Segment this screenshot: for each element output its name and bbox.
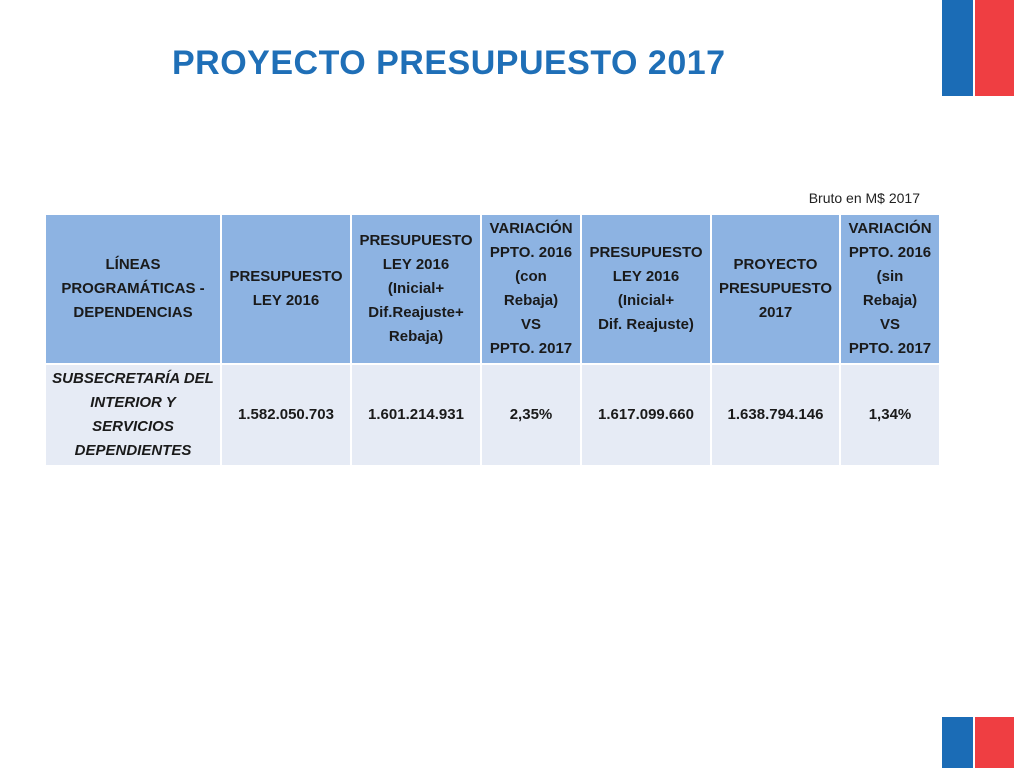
- flag-logo-top: [942, 0, 1014, 96]
- header-label: VARIACIÓN PPTO. 2016 (sin Rebaja) VS PPTO. 2017: [848, 220, 932, 357]
- table-row: [45, 364, 940, 466]
- header-label: LÍNEAS PROGRAMÁTICAS - DEPENDENCIAS: [61, 256, 205, 321]
- value-variacion-sin-rebaja: 1,34%: [840, 364, 940, 466]
- table-header-row: [45, 214, 940, 364]
- header-label: PRESUPUESTO LEY 2016: [229, 268, 343, 309]
- header-presupuesto-ley-2016-rebaja: [351, 214, 481, 364]
- row-label-cell: [45, 364, 221, 466]
- flag-red-stripe: [975, 0, 1014, 96]
- flag-blue-stripe: [942, 0, 973, 96]
- value-presupuesto-ley-2016: 1.582.050.703: [221, 364, 351, 466]
- row-label: SUBSECRETARÍA DEL INTERIOR Y SERVICIOS DEPENDIENTES: [52, 370, 214, 459]
- header-variacion-sin-rebaja: [840, 214, 940, 364]
- header-presupuesto-ley-2016-reajuste: [581, 214, 711, 364]
- header-label: PRESUPUESTO LEY 2016 (Inicial+ Dif. Reajuste): [589, 244, 703, 333]
- value-proyecto-presupuesto-2017: 1.638.794.146: [711, 364, 840, 466]
- header-variacion-con-rebaja: [481, 214, 581, 364]
- flag-blue-stripe: [942, 717, 973, 768]
- value-presupuesto-ley-2016-rebaja: 1.601.214.931: [351, 364, 481, 466]
- value-presupuesto-ley-2016-reajuste: 1.617.099.660: [581, 364, 711, 466]
- header-presupuesto-ley-2016: [221, 214, 351, 364]
- header-label: PRESUPUESTO LEY 2016 (Inicial+ Dif.Reajuste+ Rebaja): [359, 232, 473, 345]
- header-proyecto-presupuesto-2017: [711, 214, 840, 364]
- budget-table: [44, 213, 941, 467]
- header-label: PROYECTO PRESUPUESTO 2017: [718, 256, 833, 321]
- flag-red-stripe: [975, 717, 1014, 768]
- header-lineas-programaticas: [45, 214, 221, 364]
- flag-logo-bottom: [942, 717, 1014, 768]
- page-title: PROYECTO PRESUPUESTO 2017: [172, 44, 726, 82]
- value-variacion-con-rebaja: 2,35%: [481, 364, 581, 466]
- header-label: VARIACIÓN PPTO. 2016 (con Rebaja) VS PPTO. 2017: [489, 220, 573, 357]
- unit-note: Bruto en M$ 2017: [808, 190, 920, 206]
